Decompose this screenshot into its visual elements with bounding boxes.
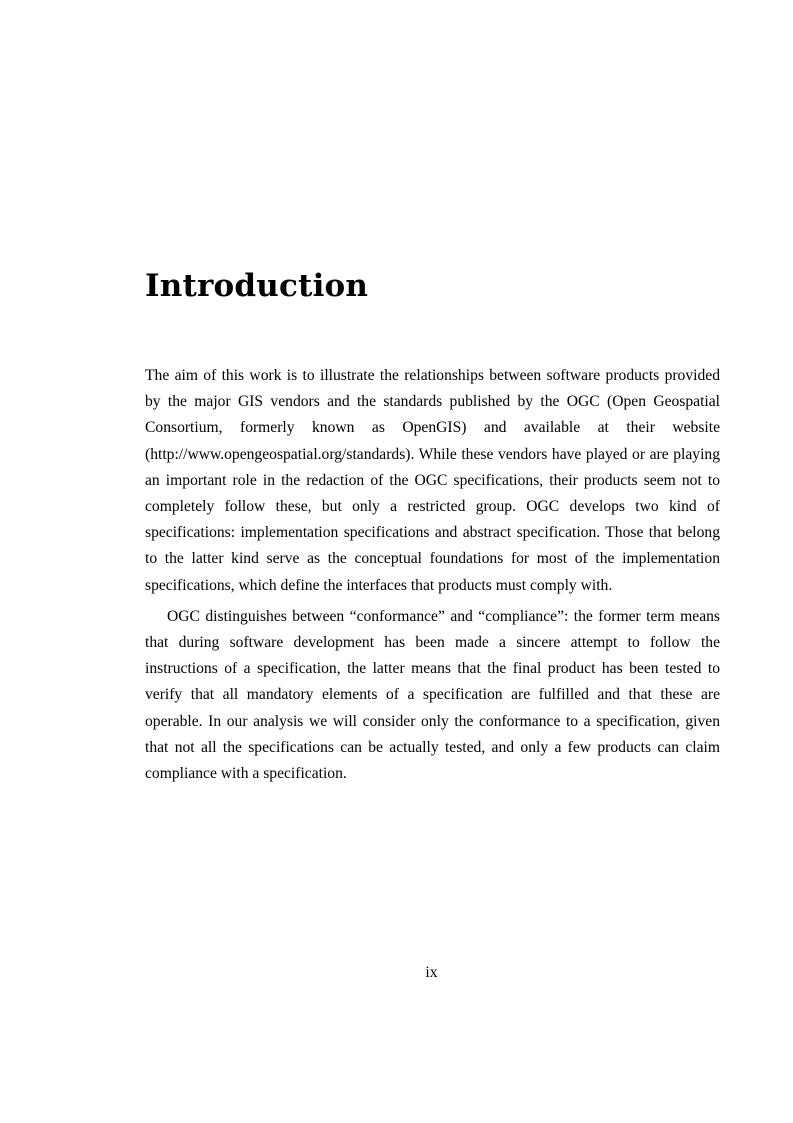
paragraph-aim: The aim of this work is to illustrate the relationships between software products provided by the major GIS vendors and the standards published by the OGC (Open Geospatial Consortium, formerly known as OpenGIS) and available at their website (http://www.opengeospatial.org/standards). While these vendors have played or are playing an important role in the redaction of the OGC specifications, their products seem not to completely follow these, but only a restricted group. OGC develops two kind of specifications: implementation specifications and abstract specification. Those that belong to the latter kind serve as the conceptual foundations for most of the implementation specifications, which define the interfaces that products must comply with. [145,367,720,594]
body-text [145,363,720,787]
chapter-title: Introduction [145,268,369,304]
paragraph-conformance-compliance: OGC distinguishes between “conformance” and “compliance”: the former term means that during software development has been made a sincere attempt to follow the instructions of a specification, the latter means that the final product has been tested to verify that all mandatory elements of a specification are fulfilled and that these are operable. In our analysis we will consider only the conformance to a specification, given that not all the specifications can be actually tested, and only a few products can claim compliance with a specification. [145,607,720,783]
page-number: ix [425,964,438,981]
